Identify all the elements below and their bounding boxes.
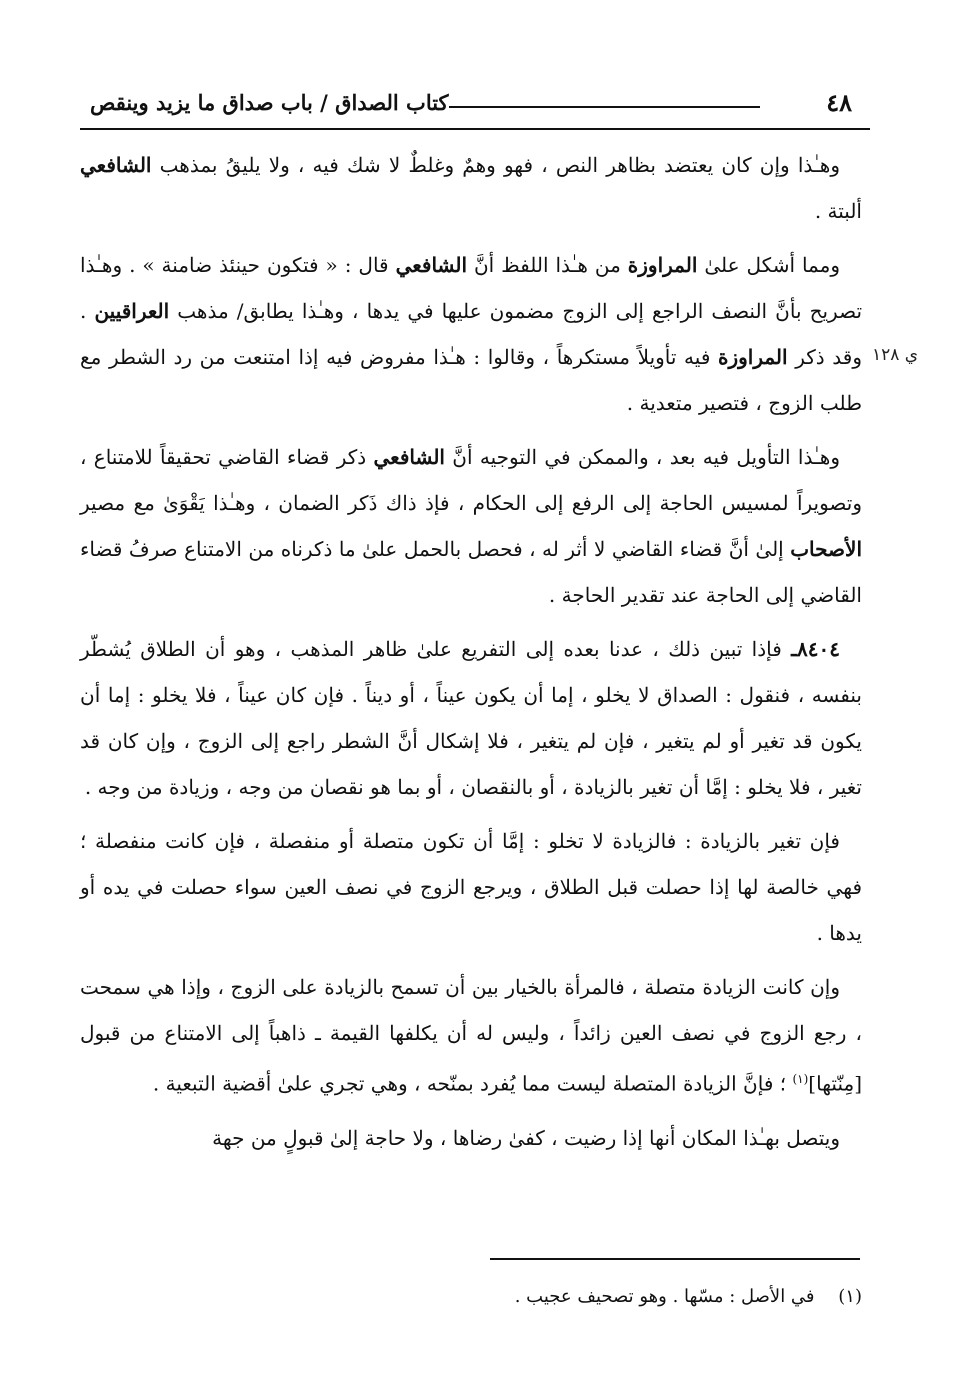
text-run: ويتصل بهـٰذا المكان أنها إذا رضيت ، كفىٰ رضاها ، ولا حاجة إلىٰ قبولٍ من جهة — [212, 1125, 840, 1150]
footnote — [80, 1282, 862, 1312]
text-run: فيه تأويلاً مستكرهاً ، وقالوا : هـٰذا مفروض فيه إذا امتنعت من رد الشطر مع طلب الزوج ، فتصير متعدية . — [80, 345, 862, 415]
text-run: ؛ فإنَّ الزيادة المتصلة ليست مما يُفرد بمنّحه ، وهي تجري علىٰ أقضية التبعية . — [152, 1071, 793, 1096]
page-header — [80, 88, 870, 130]
paragraph — [80, 434, 862, 618]
text-run: ألبتة . — [814, 199, 862, 223]
paragraph — [80, 142, 862, 234]
footnote-ref: (١) — [792, 1072, 809, 1086]
text-run: فإن تغير بالزيادة : فالزيادة لا تخلو : إمَّا أن تكون متصلة أو منفصلة ، فإن كانت منفصلة ؛ فهي خالصة لها إذا حصلت قبل الطلاق ، ويرجع الزوج في نصف العين سواء حصلت في يده أو يدها . — [80, 829, 862, 945]
text-run: من هـٰذا اللفظ أنَّ — [467, 253, 628, 277]
paragraph — [80, 964, 862, 1107]
paragraph — [80, 818, 862, 956]
bold-term: الشافعي — [395, 253, 468, 277]
footnote-text: في الأصل : مسّها . وهو تصحيف عجيب . — [514, 1286, 815, 1307]
bold-term: العراقيين — [94, 299, 170, 323]
text-run: قال : « فتكون حينئذ ضامنة » . وهـٰذا تصريح بأنَّ النصف الراجع إلى الزوج مضمون عليها في يدها ، وهـٰذا يطابق/ مذهب — [80, 253, 863, 323]
paragraph — [80, 242, 862, 426]
text-run: ذكر قضاء القاضي تحقيقاً للامتناع ، وتصويراً لمسيس الحاجة إلى الرفع إلى الحكام ، فإذ ذاك ذَكر الضمان ، وهـٰذا يَقْوَىٰ مع مصير — [80, 445, 862, 515]
bold-term: الشافعي — [373, 445, 445, 469]
text-run: . وقد ذكر — [80, 299, 862, 369]
footnote-mark: (١) — [838, 1286, 862, 1307]
text-run: فإذا تبين ذلك ، عدنا بعده إلى التفريع علىٰ ظاهر المذهب ، وهو أن الطلاق يُشطّر بنفسه ، فنقول : الصداق لا يخلو ، إما أن يكون عيناً ، أو ديناً . فإن كان عيناً ، فلا يخلو : إما أن يكون قد تغير أو لم يتغير ، فإن لم يتغير ، فلا إشكال أنَّ الشطر راجع إلى الزوج ، وإن كان قد تغير ، فلا يخلو : إمَّا أن تغير بالزيادة ، أو بالنقصان ، أو بما هو نقصان من وجه ، وزيادة من وجه . — [80, 637, 862, 799]
bold-term: الشافعي — [80, 153, 152, 177]
text-run: ومما أشكل علىٰ — [697, 253, 840, 277]
footnote-rule — [490, 1258, 860, 1260]
page-number: ٤٨ — [826, 88, 852, 117]
main-text — [80, 142, 862, 1165]
text-run: وهـٰذا التأويل فيه بعد ، والممكن في التوجيه أنَّ — [444, 445, 841, 469]
running-title: كتاب الصداق / باب صداق ما يزيد وينقص — [84, 90, 449, 115]
bold-term: المراوزة — [717, 345, 788, 369]
text-run: إلىٰ أنَّ قضاء القاضي لا أثر له ، فحصل بالحمل علىٰ ما ذكرناه من الامتناع صرفُ قضاء القاضي إلى الحاجة عند تقدير الحاجة . — [80, 537, 862, 607]
text-run: وهـٰذا وإن كان يعتضد بظاهر النص ، فهو وهمٌ وغلطٌ لا شك فيه ، ولا يليقُ بمذهب — [151, 153, 840, 177]
margin-note: ي ١٢٨ — [872, 345, 919, 365]
bold-term: ٨٤٠٤ـ — [791, 637, 840, 661]
bold-term: الأصحاب — [790, 537, 862, 561]
header-rule — [410, 106, 760, 108]
text-run: وإن كانت الزيادة متصلة ، فالمرأة بالخيار بين أن تسمح بالزيادة على الزوج ، وإذا هي سمحت ، رجع الزوج في نصف العين زائداً ، وليس له أن يكلفها القيمة ـ ذاهباً إلى الامتناع من قبول [مِنّتها] — [80, 975, 862, 1096]
paragraph — [80, 1115, 862, 1161]
bold-term: المراوزة — [627, 253, 698, 277]
paragraph — [80, 626, 862, 810]
